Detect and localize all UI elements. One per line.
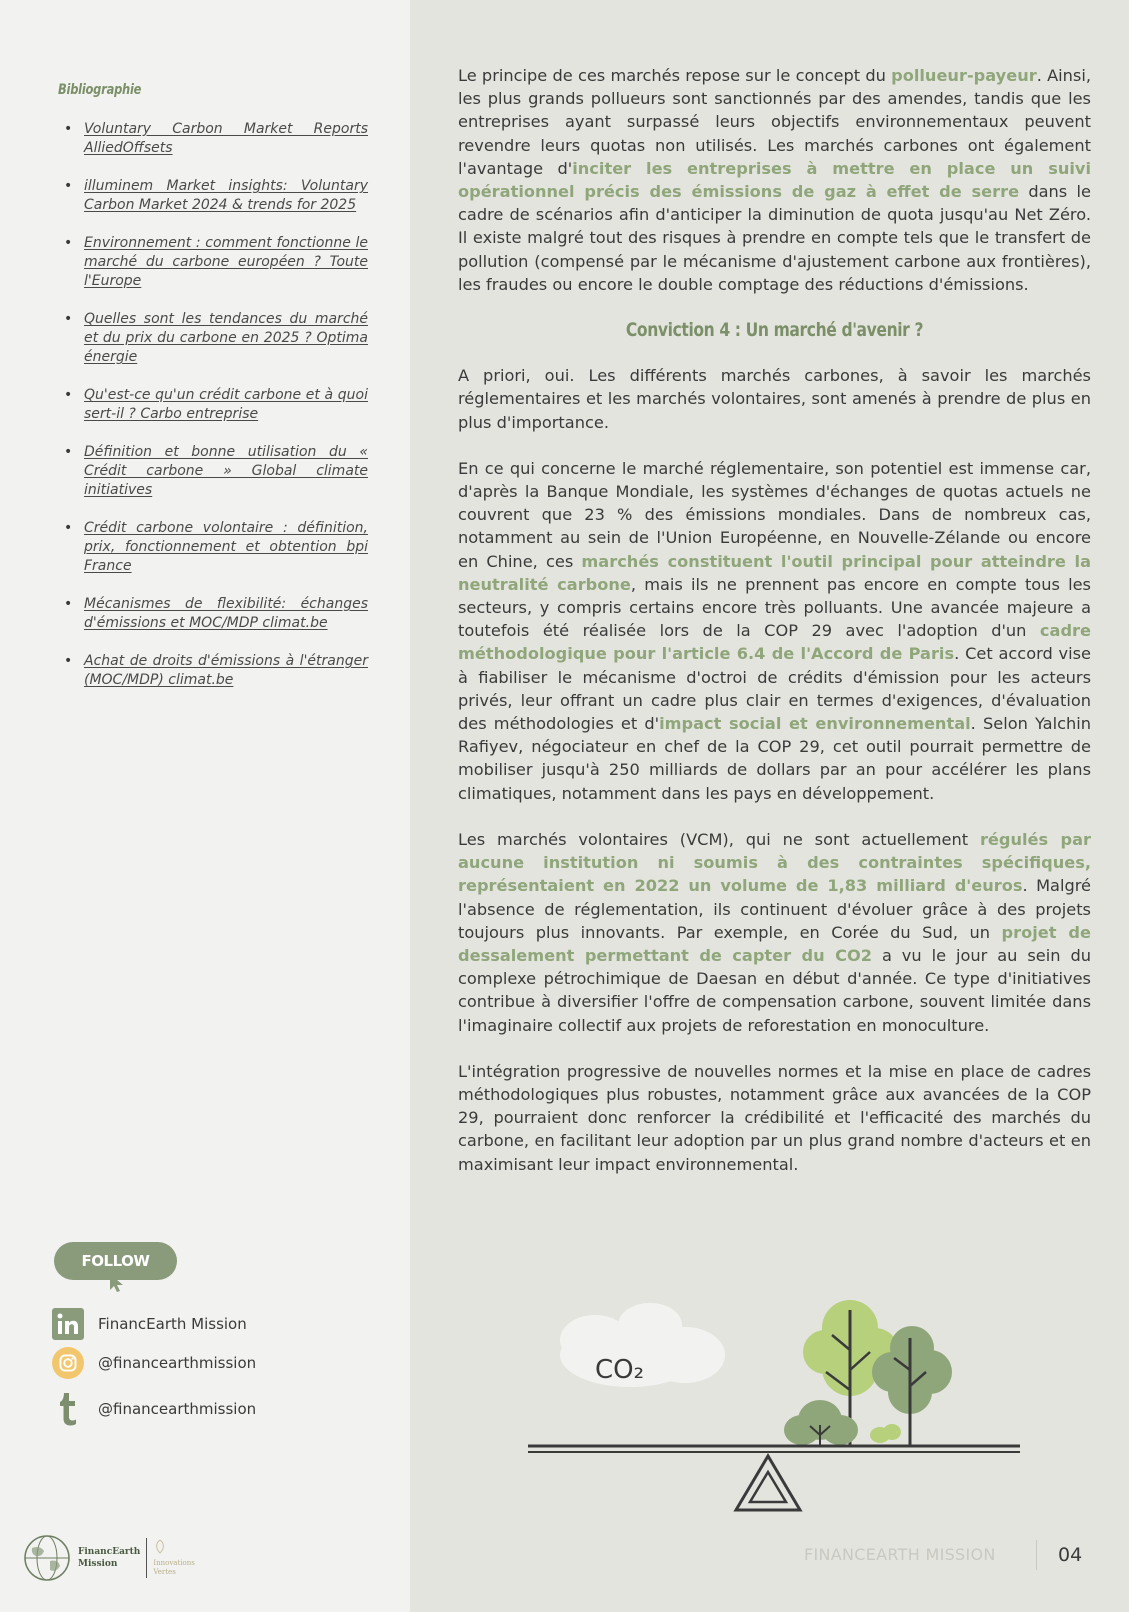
globe-icon <box>22 1533 72 1583</box>
bibliography-link[interactable]: Définition et bonne utilisation du « Crédit carbone » Global climate initiatives <box>84 444 368 498</box>
bibliography-link[interactable]: Qu'est-ce qu'un crédit carbone et à quoi sert-il ? Carbo entreprise <box>84 387 368 422</box>
follow-button[interactable]: FOLLOW <box>54 1242 177 1280</box>
social-instagram[interactable] <box>52 1346 256 1380</box>
logo-sub-line1: Innovations <box>153 1559 195 1567</box>
highlight: cadre méthodologique pour l'article 6.4 de l'Accord de Paris <box>458 621 1091 664</box>
article <box>458 64 1091 1199</box>
text: . Selon Yalchin Rafiyev, négociateur en chef de la COP 29, cet outil pourrait permettre de mobiliser jusqu'à 250 milliards de dollars par an pour accélérer les plans climatiques, notamment dans les pays en développement. <box>458 714 1091 803</box>
text: . Malgré l'absence de réglementation, ils continuent d'évoluer grâce à des projets toujours plus innovants. Par exemple, en Corée du Sud, un <box>458 876 1091 942</box>
bibliography-item[interactable] <box>64 595 368 633</box>
bibliography-link[interactable]: Quelles sont les tendances du marché et du prix du carbone en 2025 ? Optima énergie <box>84 311 368 365</box>
page-number: 04 <box>1058 1544 1083 1566</box>
tumblr-icon[interactable] <box>52 1393 84 1425</box>
carbon-balance-illustration <box>520 1280 1040 1520</box>
highlight: marchés constituent l'outil principal pour atteindre la neutralité carbone <box>458 551 1092 594</box>
text: , mais ils ne prennent pas encore en compte tous les secteurs, y compris certains encore très polluants. Une avancée majeure a toutefois été réalisée lors de la COP 29 avec l'adoption d'un <box>458 574 1091 641</box>
bibliography-link[interactable]: Mécanismes de flexibilité: échanges d'émissions et MOC/MDP climat.be <box>84 596 368 631</box>
bush-icon <box>784 1400 858 1445</box>
linkedin-icon[interactable] <box>52 1308 84 1340</box>
bibliography-item[interactable] <box>64 177 368 215</box>
logo-name-line2: Mission <box>78 1559 118 1569</box>
fulcrum-icon <box>736 1456 800 1510</box>
bibliography-link[interactable]: Crédit carbone volontaire : définition, prix, fonctionnement et obtention bpi France <box>84 520 368 574</box>
text: . Ainsi, les plus grands pollueurs sont sanctionnés par des amendes, tandis que les entreprises ayant surpassé leurs objectifs environnementaux peuvent revendre leurs quotas non utilisés. Les marchés carbones ont également l'avantage d' <box>458 66 1092 178</box>
sprout-icon <box>870 1424 901 1443</box>
text: a vu le jour au sein du complexe pétrochimique de Daesan en début d'année. Ce type d'initiatives contribue à diversifier l'offre de compensation carbone, souvent limitée dans l'imaginaire collectif aux projets de reforestation en monoculture. <box>458 945 1091 1035</box>
highlight: projet de dessalement permettant de capter du CO2 <box>458 922 1091 965</box>
highlight: régulés par aucune institution ni soumis à des contraintes spécifiques, représentaient en 2022 un volume de 1,83 milliard d'euros <box>458 829 1091 896</box>
bibliography-link[interactable]: Voluntary Carbon Market Reports AlliedOffsets <box>84 121 368 156</box>
sidebar <box>0 0 410 1612</box>
text: En ce qui concerne le marché réglementaire, son potentiel est immense car, d'après la Banque Mondiale, les systèmes d'échanges de quotas actuels ne couvrent que 23 % des émissions mondiales. Dans de nombreux cas, notamment au sein de l'Union Européenne, en Nouvelle-Zélande ou encore en Chine, ces <box>458 458 1091 571</box>
bibliography-item[interactable] <box>64 386 368 424</box>
paragraph: L'intégration progressive de nouvelles normes et la mise en place de cadres méthodologiques plus robustes, notamment grâce aux avancées de la COP 29, pourraient donc renforcer la crédibilité et l'efficacité des marchés du carbone, en facilitant leur adoption par un plus grand nombre d'acteurs et en maximisant leur impact environnemental. <box>458 1061 1091 1174</box>
instagram-icon[interactable] <box>52 1347 84 1379</box>
bibliography-item[interactable] <box>64 120 368 158</box>
co2-label: CO₂ <box>595 1355 645 1385</box>
logo <box>22 1528 195 1588</box>
bibliography-link[interactable]: illuminem Market insights: Voluntary Carbon Market 2024 & trends for 2025 <box>84 178 368 213</box>
highlight: impact social et environnemental <box>659 714 971 734</box>
highlight: pollueur-payeur <box>891 66 1037 85</box>
bibliography-item[interactable] <box>64 519 368 576</box>
bibliography-item[interactable] <box>64 652 368 690</box>
paragraph <box>458 457 1091 805</box>
section-title: Conviction 4 : Un marché d'avenir ? <box>625 319 924 342</box>
bibliography-item[interactable] <box>64 443 368 500</box>
footer-divider <box>1036 1540 1037 1570</box>
bibliography-link[interactable]: Environnement : comment fonctionne le marché du carbone européen ? Toute l'Europe <box>84 235 368 289</box>
logo-sub-line2: Vertes <box>153 1568 176 1576</box>
logo-divider <box>146 1538 147 1578</box>
paragraph <box>458 64 1091 296</box>
footer-brand: FINANCEARTH MISSION <box>804 1545 996 1564</box>
instagram-handle[interactable]: @financearthmission <box>98 1354 257 1372</box>
linkedin-handle[interactable]: FinancEarth Mission <box>98 1315 247 1333</box>
paragraph <box>458 828 1091 1037</box>
bibliography-title: Bibliographie <box>58 82 142 98</box>
social-linkedin[interactable] <box>52 1307 247 1341</box>
text: Le principe de ces marchés repose sur le concept du <box>458 66 892 85</box>
paragraph: A priori, oui. Les différents marchés carbones, à savoir les marchés réglementaires et les marchés volontaires, sont amenés à prendre de plus en plus d'importance. <box>458 366 1091 432</box>
tumblr-handle[interactable]: @financearthmission <box>98 1400 257 1418</box>
cursor-icon <box>108 1272 126 1294</box>
text: dans le cadre de scénarios afin d'anticiper la diminution de quota jusqu'au Net Zéro. Il existe malgré tout des risques à prendre en compte tels que le transfert de pollution (compensé par le mécanisme d'ajustement carbone aux frontières), les fraudes ou encore le double comptage des réductions d'émissions. <box>458 182 1091 294</box>
text: Les marchés volontaires (VCM), qui ne sont actuellement <box>458 829 980 849</box>
bibliography-item[interactable] <box>64 234 368 291</box>
social-tumblr[interactable] <box>52 1392 256 1426</box>
text: . Cet accord vise à fiabiliser le mécanisme d'octroi de crédits d'émission pour les acteurs privés, leur offrant un cadre plus clair en termes d'exigences, d'évaluation des méthodologies et d' <box>458 644 1092 734</box>
highlight: inciter les entreprises à mettre en place un suivi opérationnel précis des émissions de gaz à effet de serre <box>458 158 1092 202</box>
logo-name-line1: FinancEarth <box>78 1547 141 1557</box>
leaf-icon <box>153 1539 167 1555</box>
bibliography-list <box>64 120 368 709</box>
bibliography-item[interactable] <box>64 310 368 367</box>
bibliography-link[interactable]: Achat de droits d'émissions à l'étranger (MOC/MDP) climat.be <box>84 653 368 688</box>
